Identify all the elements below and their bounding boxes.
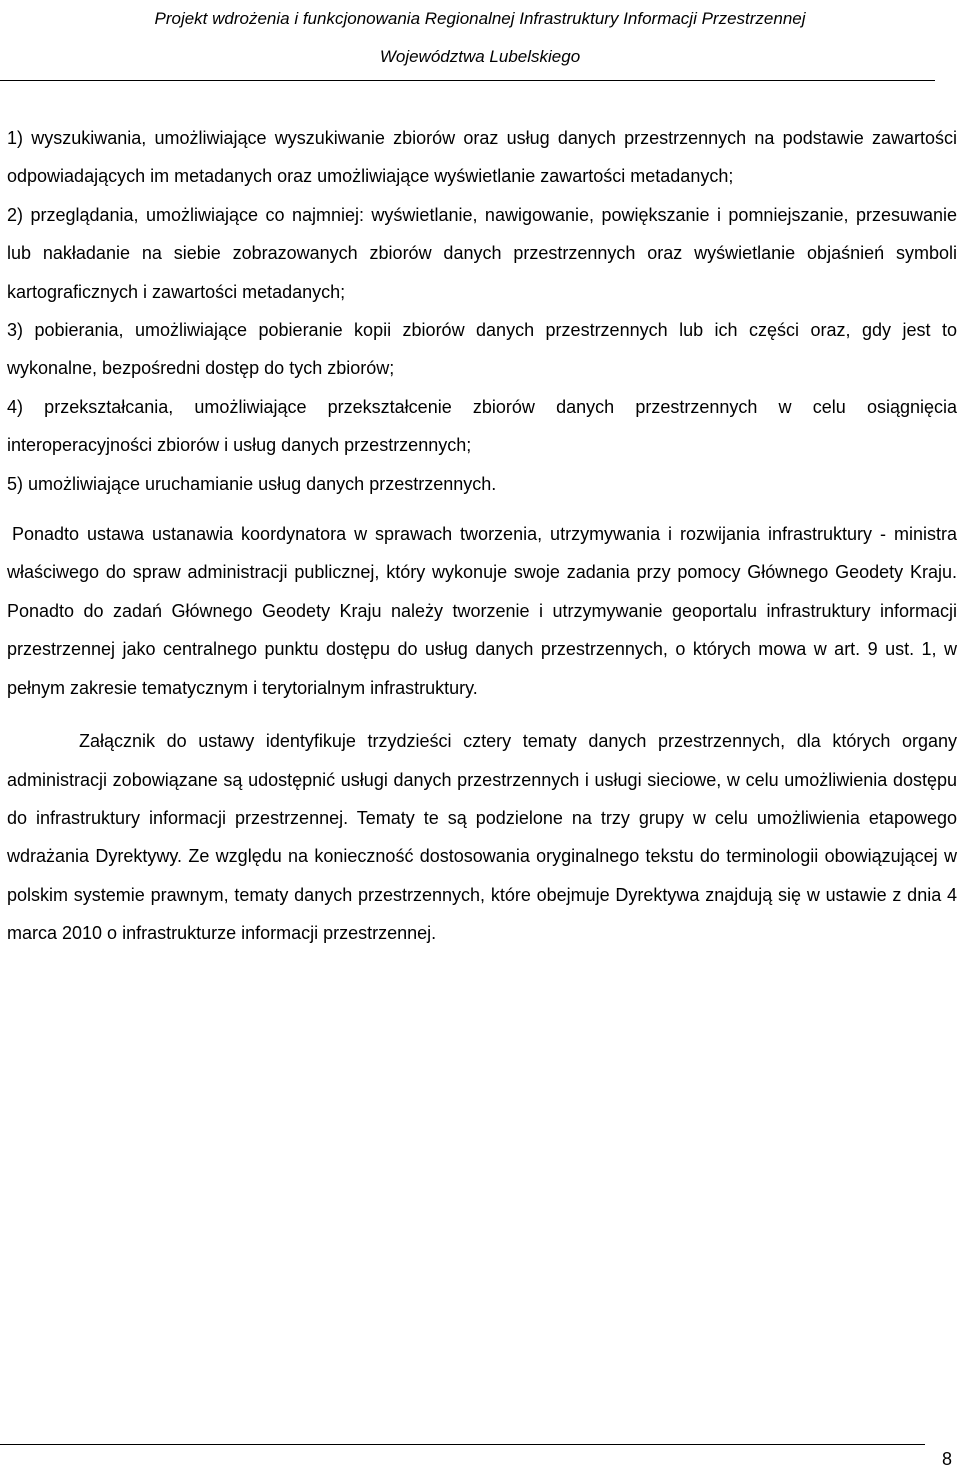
list-item-search: 1) wyszukiwania, umożliwiające wyszukiwanie zbiorów oraz usług danych przestrzennych na podstawie zawartości odpowiadających im metadanych oraz umożliwiające wyświetlanie zawartości metadanych; (7, 128, 957, 187)
header-title-line-2: Województwa Lubelskiego (379, 47, 581, 66)
page-header (0, 0, 960, 76)
paragraph-annex-themes: Załącznik do ustawy identyfikuje trzydzieści cztery tematy danych przestrzennych, dla których organy administracji zobowiązane są udostępnić usługi danych przestrzennych i usługi sieciowe, w celu umożliwienia dostępu do infrastruktury informacji przestrzennej. Tematy te są podzielone na trzy grupy w celu umożliwienia etapowego wdrażania Dyrektywy. Ze względu na konieczność dostosowania oryginalnego tekstu do terminologii obowiązującej w polskim systemie prawnym, tematy danych przestrzennych, które obejmuje Dyrektywa znajdują się w ustawie z dnia 4 marca 2010 o infrastrukturze informacji przestrzennej. (7, 731, 957, 944)
list-item-invoke: 5) umożliwiające uruchamianie usług danych przestrzennych. (7, 473, 497, 494)
header-title-line-1: Projekt wdrożenia i funkcjonowania Regionalnej Infrastruktury Informacji Przestrzennej (154, 9, 806, 28)
footer-divider (0, 1444, 925, 1445)
list-item-download: 3) pobierania, umożliwiające pobieranie kopii zbiorów danych przestrzennych lub ich części oraz, gdy jest to wykonalne, bezpośredni dostęp do tych zbiorów; (7, 320, 957, 379)
paragraph-coordinator: Ponadto ustawa ustanawia koordynatora w sprawach tworzenia, utrzymywania i rozwijania infrastruktury - ministra właściwego do spraw administracji publicznej, który wykonuje swoje zadania przy pomocy Głównego Geodety Kraju. Ponadto do zadań Głównego Geodety Kraju należy tworzenie i utrzymywanie geoportalu infrastruktury informacji przestrzennej jako centralnego punktu dostępu do usług danych przestrzennych, o których mowa w art. 9 ust. 1, w pełnym zakresie tematycznym i terytorialnym infrastruktury. (7, 524, 957, 698)
page-number: 8 (941, 1449, 952, 1469)
header-divider (0, 80, 935, 81)
document-body (7, 119, 957, 953)
list-item-transform: 4) przekształcania, umożliwiające przekształcenie zbiorów danych przestrzennych w celu osiągnięcia interoperacyjności zbiorów i usług danych przestrzennych; (7, 396, 957, 456)
list-item-view: 2) przeglądania, umożliwiające co najmniej: wyświetlanie, nawigowanie, powiększanie i pomniejszanie, przesuwanie lub nakładanie na siebie zobrazowanych zbiorów danych przestrzennych oraz wyświetlanie objaśnień symboli kartograficznych i zawartości metadanych; (7, 204, 957, 302)
